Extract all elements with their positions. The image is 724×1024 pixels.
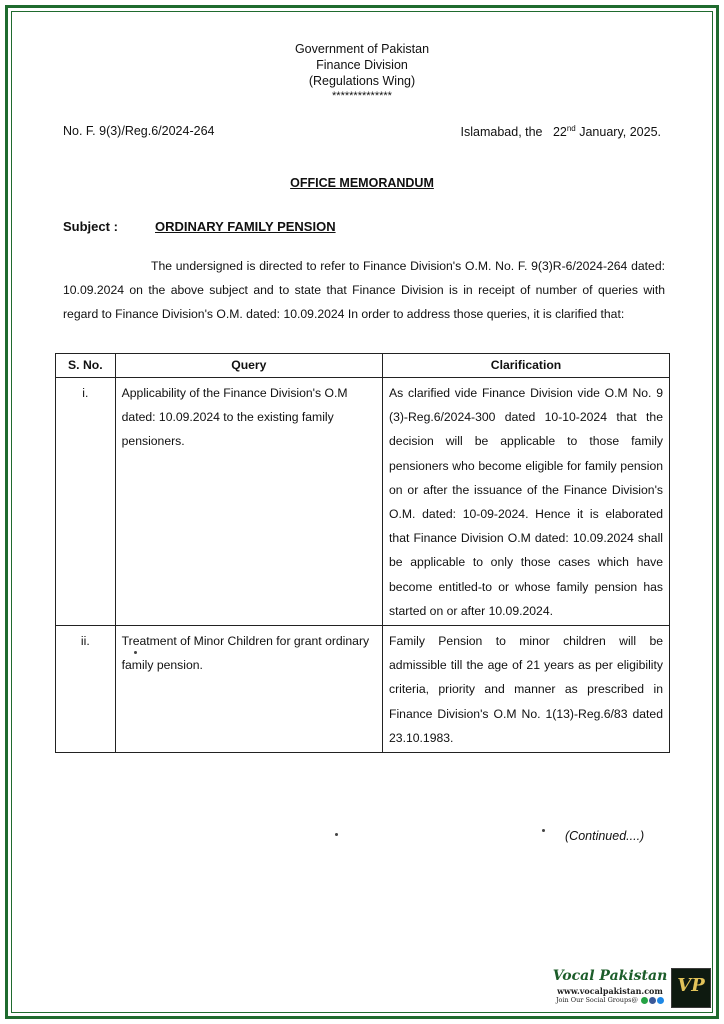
scan-speck [542,829,545,832]
letterhead-wing: (Regulations Wing) [308,74,416,88]
row-query: Applicability of the Finance Division's O.M dated: 10.09.2024 to the existing family pensioners. [115,378,382,626]
header-query: Query [115,354,382,378]
row-sno: i. [56,378,116,626]
vp-logo-icon [671,968,711,1008]
scan-speck [134,651,137,654]
reference-day: 22 [552,125,567,140]
facebook-icon [649,997,656,1004]
memo-title: OFFICE MEMORANDUM [290,176,434,190]
continued-note: (Continued....) [565,829,645,843]
letterhead [0,41,724,103]
row-query: Treatment of Minor Children for grant ordinary family pension. [115,626,382,753]
row-sno: ii. [56,626,116,753]
watermark-join-text: Join Our Social Groups@ [555,996,638,1004]
reference-month-year: January, 2025. [575,125,661,140]
header-sno: S. No. [56,354,116,378]
row-clarification: As clarified vide Finance Division vide O.M No. 9 (3)-Reg.6/2024-300 dated 10-10-2024 that the decision will be applicable to those family pensioners who become eligible for family pension on or after the issuance of the Finance Division's O.M. dated: 10-09-2024. Hence it is elaborated that Finance Division O.M dated: 10.09.2024 shall be applicable to only those cases which have become entitled-to or whose family pension has started on or after 10.09.2024. [383,378,670,626]
whatsapp-icon [641,997,648,1004]
reference-number: No. F. 9(3)/Reg.6/2024-264 [63,124,215,138]
clarification-table [55,353,670,753]
table-row [56,626,670,753]
scan-speck [335,833,338,836]
logo-text: VP [677,975,705,996]
letterhead-government: Government of Pakistan [294,42,430,56]
header-clarification: Clarification [383,354,670,378]
reference-day-suffix: nd [566,124,576,133]
subject-line [63,219,336,234]
reference-date [461,124,661,139]
watermark-logo [548,966,713,1010]
row-clarification: Family Pension to minor children will be admissible till the age of 21 years as per eligibility criteria, priority and manner as prescribed in Finance Division's O.M No. 1(13)-Reg.6/83 dated 23.10.1983. [383,626,670,753]
letterhead-separator: ************** [332,90,392,102]
reference-line [63,124,661,139]
body-paragraph-text: The undersigned is directed to refer to Finance Division's O.M. No. F. 9(3)R-6/2024-264 dated: 10.09.2024 on the above subject and to state that Finance Division is in receipt of number of queries with regard to Finance Division's O.M. dated: 10.09.2024 In order to address those queries, it is clarified that: [63,259,665,321]
subject-text: ORDINARY FAMILY PENSION [155,219,336,234]
table-row [56,378,670,626]
body-paragraph [63,254,665,326]
watermark-join [551,996,669,1004]
watermark-url: www.vocalpakistan.com [557,986,663,996]
subject-label: Subject : [63,219,118,234]
letterhead-division: Finance Division [316,58,408,72]
watermark-name: Vocal Pakistan [552,968,668,984]
telegram-icon [657,997,664,1004]
reference-place: Islamabad, the [460,125,543,140]
table-header-row [56,354,670,378]
